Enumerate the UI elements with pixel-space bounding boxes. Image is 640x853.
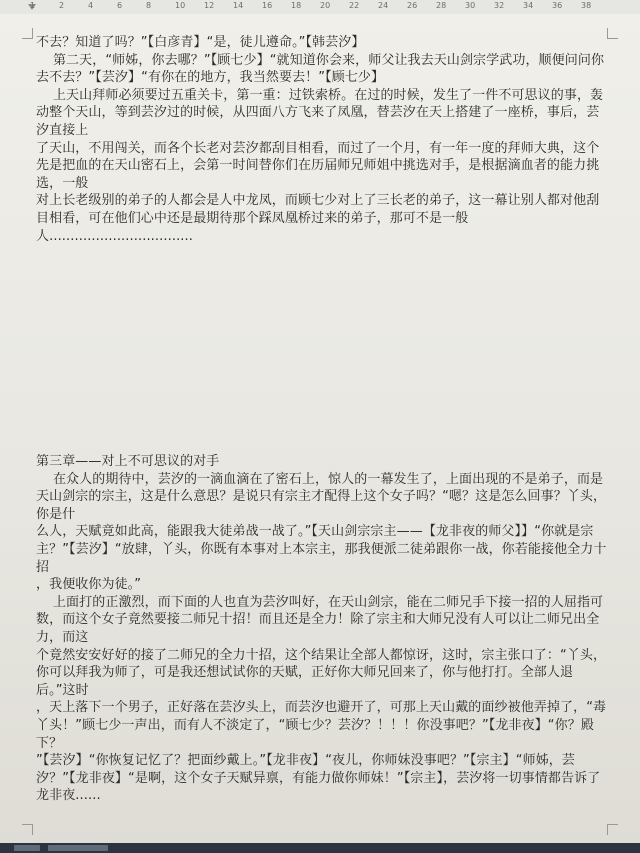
taskbar-app-icon[interactable] [14, 845, 40, 851]
margin-corner-icon [22, 28, 33, 39]
paragraph: ”【芸汐】“你恢复记忆了？把面纱戴上。”【龙非夜】“夜儿，你师妹没事吧？”【宗主】“师姊，芸汐？”【龙非夜】“是啊，这个女子天赋异禀，有能力做你师妹！”【宗主】，芸汐将一切事情都告诉了 [36, 753, 601, 786]
document-body-part2[interactable] [36, 453, 610, 805]
taskbar [0, 843, 640, 853]
ruler-number: 20 [320, 1, 331, 10]
ruler-number: 6 [117, 1, 123, 10]
paragraph: 上天山拜师必须要过五重关卡，第一重：过铁索桥。在过的时候，发生了一件不可思议的事，轰动整个天山，等到芸汐过的时候，从四面八方飞来了凤凰，替芸汐在天上搭建了一座桥，事后，芸汐直接上 [36, 87, 604, 138]
document-page[interactable] [0, 14, 640, 853]
ruler-ticks [30, 0, 640, 14]
ruler-number: 30 [465, 1, 476, 10]
ruler-number: 1 [30, 1, 36, 10]
horizontal-ruler[interactable] [0, 0, 640, 15]
margin-corner-icon [607, 824, 618, 835]
ruler-number: 8 [146, 1, 152, 10]
paragraph: 个竟然安安好好的接了二师兄的全力十招，这个结果让全部人都惊讶，这时，宗主张口了：“丫头，你可以拜我为师了，可是我还想试试你的天赋，正好你大师兄回来了，你与他打打。全部人退后。”这时 [36, 647, 607, 698]
paragraph: ，我便收你为徒。” [36, 577, 142, 593]
chapter-title: 第三章——对上不可思议的对手 [36, 454, 220, 469]
paragraph: 在众人的期待中，芸汐的一滴血滴在了密石上，惊人的一幕发生了，上面出现的不是弟子，而是天山剑宗的宗主，这是什么意思？是说只有宗主才配得上这个女子吗？“嗯？这是怎么回事？丫头，你是什 [36, 471, 607, 522]
paragraph: ，天上落下一个男子，正好落在芸汐头上，而芸汐也避开了，可那上天山戴的面纱被他弄掉了，“毒丫头！”顾七少一声出，而有人不淡定了，“顾七少？芸汐？！！！你没事吧？”【龙非夜】“你？殿下？ [36, 700, 607, 751]
ruler-number: 18 [291, 1, 302, 10]
ruler-number: 32 [494, 1, 505, 10]
ruler-number: 22 [349, 1, 360, 10]
taskbar-app-icon[interactable] [48, 845, 108, 851]
paragraph: 龙非夜...... [36, 788, 101, 804]
paragraph: 么人，天赋竟如此高，能跟我大徒弟战一战了。”【天山剑宗宗主——【龙非夜的师父】】“你就是宗主？”【芸汐】“放肆，丫头，你既有本事对上本宗主，那我便派二徒弟跟你一战，你若能接他全力十招 [36, 524, 607, 575]
ruler-number: 10 [175, 1, 186, 10]
ruler-number: 36 [552, 1, 563, 10]
ruler-number: 4 [88, 1, 94, 10]
ruler-number: 2 [59, 1, 65, 10]
paragraph: 第二天，“师姊，你去哪？”【顾七少】“就知道你会来，师父让我去天山剑宗学武功，顺便问问你去不去？”【芸汐】“有你在的地方，我当然要去！”【顾七少】 [36, 52, 605, 86]
ruler-number: 34 [523, 1, 534, 10]
paragraph: 了天山，不用闯关，而各个长老对芸汐都刮目相看，而过了一个月，有一年一度的拜师大典，这个先是把血的在天山密石上，会第一时间替你们在历届师兄师姐中挑选对手，是根据滴血者的能力挑选，一般 [36, 140, 600, 191]
paragraph: 对上长老级别的弟子的人都会是人中龙凤，而顾七少对上了三长老的弟子，这一幕让别人都对他刮目相看，可在他们心中还是最期待那个踩凤凰桥过来的弟子，那可不是一般人.................................. [36, 193, 600, 244]
ruler-number: 24 [378, 1, 389, 10]
ruler-number: 38 [581, 1, 592, 10]
document-body-part1[interactable] [36, 34, 610, 245]
ruler-number: 16 [262, 1, 273, 10]
ruler-number: 26 [407, 1, 418, 10]
ruler-number: 28 [436, 1, 447, 10]
ruler-number: 12 [204, 1, 215, 10]
margin-corner-icon [22, 824, 33, 835]
ruler-number: 14 [233, 1, 244, 10]
paragraph: 上面打的正激烈，而下面的人也直为芸汐叫好，在天山剑宗，能在二师兄手下接一招的人屈指可数，而这个女子竟然要接二师兄十招！而且还是全力！除了宗主和大师兄没有人可以让二师兄出全力，而这 [36, 594, 604, 645]
paragraph: 不去？知道了吗？”【白彦青】“是，徒儿遵命。”【韩芸汐】 [36, 35, 365, 50]
